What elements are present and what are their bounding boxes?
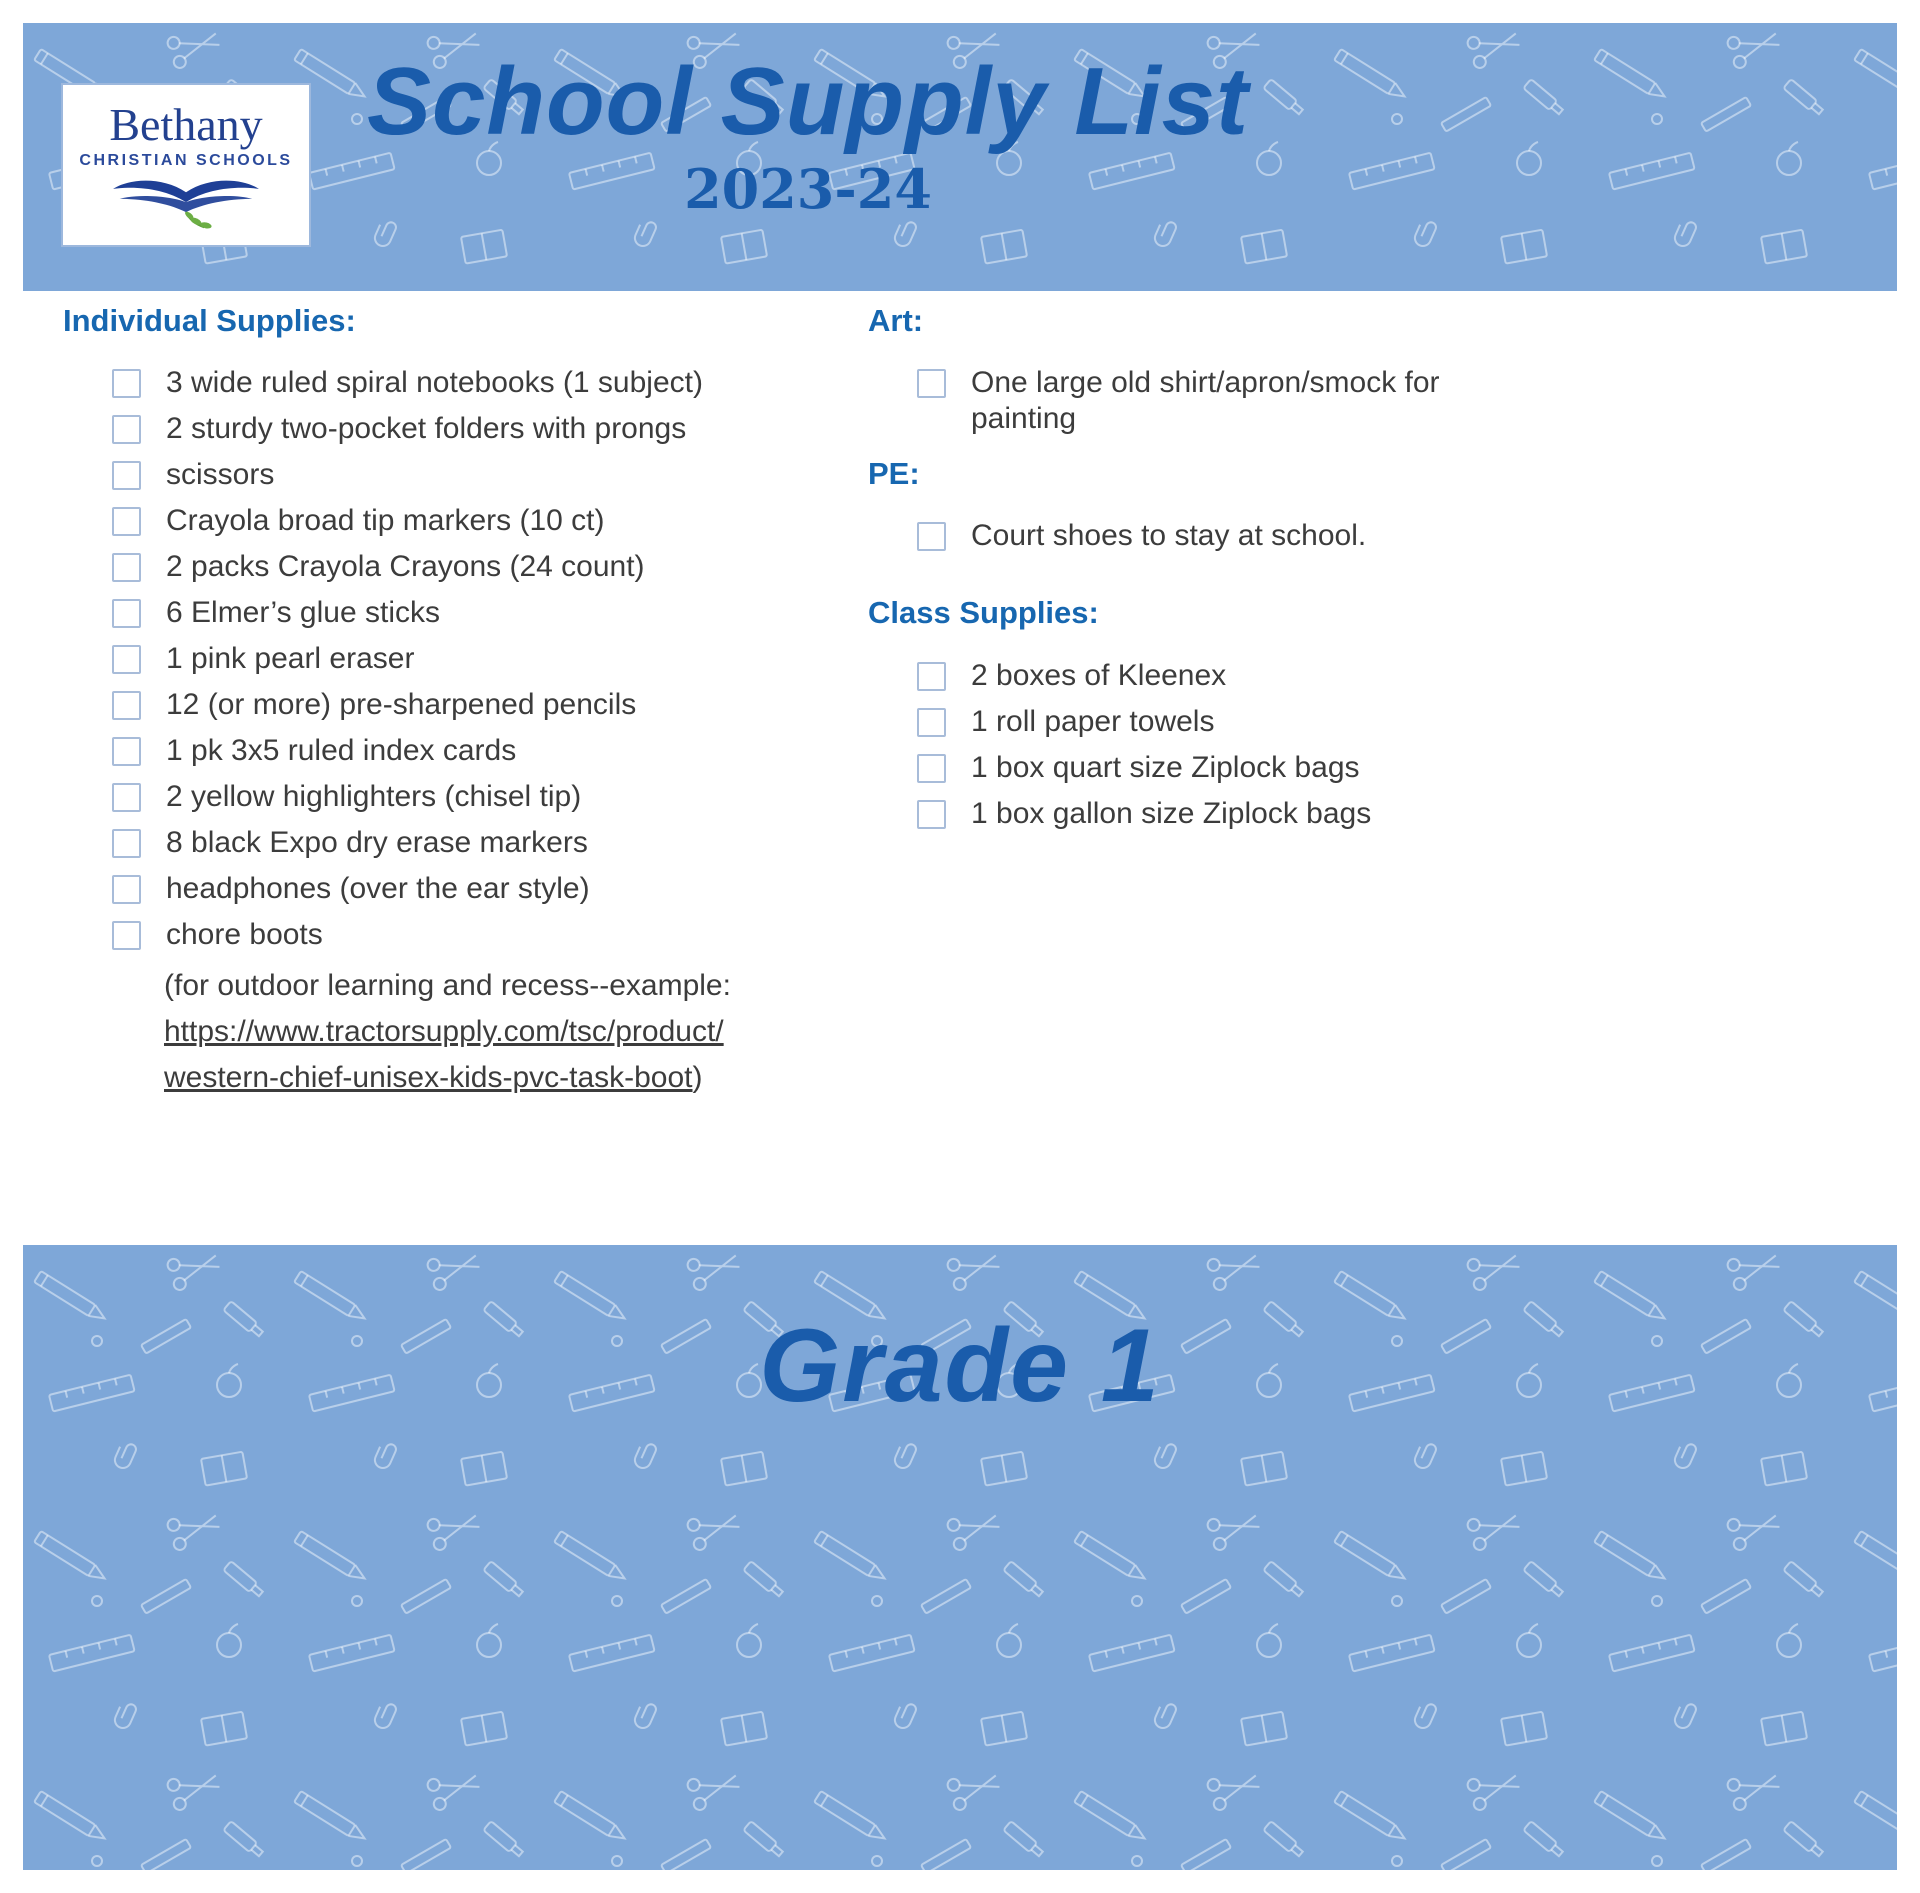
item-label: 1 pk 3x5 ruled index cards — [166, 734, 517, 768]
section-heading-pe: PE: — [868, 456, 920, 492]
class-supplies-list — [868, 658, 1857, 832]
list-item — [112, 779, 868, 815]
checkbox[interactable] — [112, 369, 141, 398]
checkbox[interactable] — [112, 829, 141, 858]
grade-label: Grade 1 — [759, 1308, 1161, 1424]
item-label: 3 wide ruled spiral notebooks (1 subject) — [166, 366, 703, 400]
item-label: Crayola broad tip markers (10 ct) — [166, 504, 605, 538]
checkbox[interactable] — [112, 645, 141, 674]
list-item — [112, 733, 868, 769]
item-label: 1 roll paper towels — [971, 704, 1215, 738]
item-label: 8 black Expo dry erase markers — [166, 826, 588, 860]
header-banner — [23, 23, 1897, 291]
checkbox[interactable] — [112, 875, 141, 904]
school-logo — [61, 83, 311, 247]
item-label: 2 yellow highlighters (chisel tip) — [166, 780, 582, 814]
list-item — [112, 549, 868, 585]
list-item — [917, 658, 1857, 694]
list-item — [917, 704, 1857, 740]
page-title: School Supply List — [366, 48, 1250, 155]
item-label: One large old shirt/apron/smock for painting — [971, 366, 1440, 436]
item-label: headphones (over the ear style) — [166, 872, 590, 906]
logo-school-subtitle: CHRISTIAN SCHOOLS — [79, 152, 293, 169]
list-item — [917, 750, 1857, 786]
list-item — [917, 365, 1857, 437]
art-supplies-list — [868, 365, 1857, 437]
item-label: 1 box gallon size Ziplock bags — [971, 796, 1372, 830]
note-close-paren: ) — [692, 1061, 703, 1095]
item-label: 12 (or more) pre-sharpened pencils — [166, 688, 637, 722]
list-item — [112, 365, 868, 401]
book-bird-logo-icon — [91, 174, 281, 232]
footer-banner — [23, 1245, 1897, 1870]
list-item — [917, 796, 1857, 832]
item-label: scissors — [166, 458, 275, 492]
list-item — [112, 595, 868, 631]
tractor-supply-link-line2[interactable]: western-chief-unisex-kids-pvc-task-boot — [164, 1061, 693, 1095]
item-label: 6 Elmer’s glue sticks — [166, 596, 440, 630]
item-label: 1 pink pearl eraser — [166, 642, 415, 676]
checkbox[interactable] — [917, 662, 946, 691]
school-year: 2023-24 — [684, 156, 932, 221]
item-label: chore boots — [166, 918, 323, 952]
checkbox[interactable] — [112, 553, 141, 582]
note-text: (for outdoor learning and recess--example: — [164, 969, 731, 1003]
individual-supplies-list — [63, 365, 868, 953]
logo-school-name: Bethany — [109, 99, 263, 150]
list-item — [112, 457, 868, 493]
list-item — [112, 917, 868, 953]
individual-supplies-section — [63, 302, 868, 1101]
item-label: 2 boxes of Kleenex — [971, 658, 1227, 692]
chore-boots-note — [164, 963, 868, 1101]
tractor-supply-link-line1[interactable]: https://www.tractorsupply.com/tsc/product/ — [164, 1015, 724, 1049]
checkbox[interactable] — [112, 507, 141, 536]
list-item — [112, 871, 868, 907]
section-heading-class-supplies: Class Supplies: — [868, 595, 1099, 631]
title-block — [323, 49, 1293, 221]
item-label: 2 packs Crayola Crayons (24 count) — [166, 550, 645, 584]
checkbox[interactable] — [917, 800, 946, 829]
checkbox[interactable] — [112, 415, 141, 444]
list-item — [112, 687, 868, 723]
right-column — [868, 302, 1857, 1101]
checkbox[interactable] — [112, 461, 141, 490]
list-item — [112, 825, 868, 861]
supply-list-content — [0, 302, 1920, 1101]
checkbox[interactable] — [112, 691, 141, 720]
list-item — [112, 411, 868, 447]
checkbox[interactable] — [112, 783, 141, 812]
checkbox[interactable] — [112, 599, 141, 628]
checkbox[interactable] — [112, 737, 141, 766]
checkbox[interactable] — [917, 369, 946, 398]
section-heading-individual-supplies: Individual Supplies: — [63, 303, 356, 338]
pe-supplies-list — [868, 518, 1857, 554]
list-item — [112, 503, 868, 539]
item-label: Court shoes to stay at school. — [971, 519, 1367, 553]
checkbox[interactable] — [917, 754, 946, 783]
section-heading-art: Art: — [868, 303, 924, 338]
checkbox[interactable] — [112, 921, 141, 950]
checkbox[interactable] — [917, 522, 946, 551]
checkbox[interactable] — [917, 708, 946, 737]
item-label: 2 sturdy two-pocket folders with prongs — [166, 412, 687, 446]
list-item — [112, 641, 868, 677]
item-label: 1 box quart size Ziplock bags — [971, 750, 1360, 784]
list-item — [917, 518, 1857, 554]
